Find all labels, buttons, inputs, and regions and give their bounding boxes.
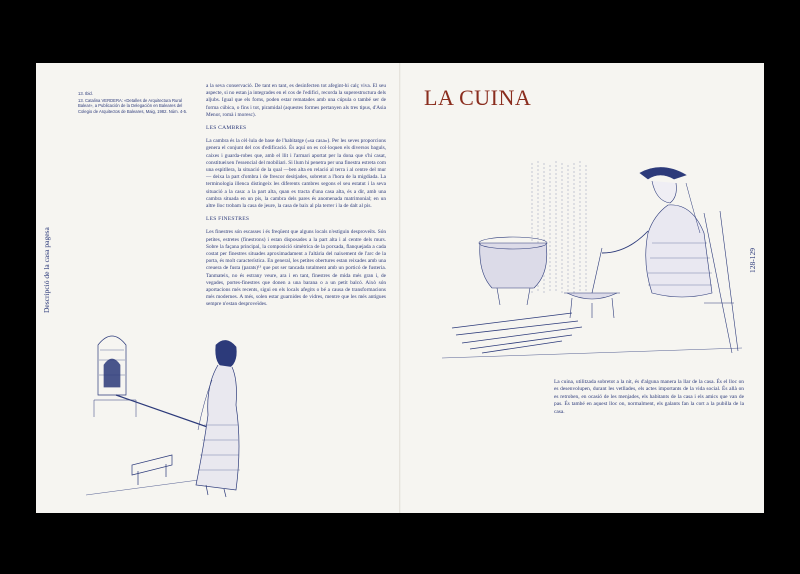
paragraph: a la seva conservació. De tant en tant, es desinfecten tot afegint-hi calç viva. El seu aspecte, si no estan ja integrades en el cos de l'edifici, recorda la superestructura dels aljubs. Igual que els forns, poden estar rematades amb una cúpula o també ser de forma cúbica, o fins i tot, piramidal (aquestes formes pertanyen als tres tipus, d'Asia Menor, romà i moresc). [206, 83, 386, 118]
illustration-caption: La cuina, utilitzada sobretot a la nit, és d'alguna manera la llar de la casa. És el lloc on es desenvolupen, durant les vetllades, els actes importants de la vida social. És allà on es retroben, en ocasió de les menjades, els habitants de la casa i els amics que van de pas. És també en aquest lloc on, normalment, els galants fan la cort a la pubilla de la casa. [554, 379, 744, 415]
kitchen-woman-illustration [442, 153, 742, 368]
paragraph: La cambra és la cèl·lula de base de l'habitatge («sa casa»). Per les seves proporcions genera el conjunt del cos d'edificació. És aquí on es col·loquen els diversos baguls, caixes i guarda-robes que, amb el llit i l'armari aportat per la dona que s'hi casat, constitueixen l'essencial del mobiliari. Si llum hi penetra per una finestra estreta com una espitllera, la situació de la qual —ben alta en relació al terra i al centre del mur— deixa la part d'ombra i de frescor desitjades, sobretot a l'hora de la migdiada. La terminologia illenca distingeix les diferents cambres segons el seu estatut i la seva situació a la casa: a la part alta, quan es tracta d'una casa alta, és a dir, amb una cambra situada en un pis, la cambra dels pares és anomenada matrimonial; en un altre lloc trobam la casa de jeure, la casa de baix al pla terrer i la de dalt al pis. [206, 138, 386, 210]
right-page [400, 63, 764, 513]
footnote: 13. Ibid. [78, 91, 93, 96]
section-heading-finestres: LES FINESTRES [206, 216, 250, 223]
left-body-text [206, 83, 386, 313]
footnote: 13. Catalina VERDERA: «Detalles de Arquitectura Rural Balear», a Publicación de la Delegación en Baleares del Colegio de Arquitectos de Baleares, Maig, 1982. Núm. 4-5. [78, 97, 188, 114]
book-spread [36, 63, 764, 513]
chapter-title: LA CUINA [424, 85, 532, 110]
paragraph: Les finestres són escasses i és freqüent que alguns locals n'estiguin desproveïts. Són petites, estretes (finestrons) i estan disposades a la part alta i al centre dels murs. Sobre la façana principal, la composició simètrica de la porxada, flanquejada a cada costat per finestres situades aproximadament a l'altària del naixement de l'arc de la porta, és molt característica. En general, les petites obertures estan reixades amb una creuera de fusta (parats)¹³ que pot ser tancada totalment amb un porticó de fusteria. Tanmateix, no és estrany veure, ara i en tant, finestres de mida més gran i, de vegades, portes-finestres que donen a una barana o a un petit balcó. Això són aportacions més recents, sigui en els locals afegits o bé a causa de transformacions més modernes. A més, solen estar guarnides de vidres, mentre que les més antigues sempre n'estan desproveïdes. [206, 229, 386, 308]
section-heading-cambres: LES CAMBRES [206, 125, 247, 132]
page-number: 128-129 [748, 248, 757, 273]
oven-woman-illustration [86, 325, 246, 500]
left-page [36, 63, 400, 513]
footnotes [78, 91, 188, 115]
running-title: Descripció de la casa pagesa [42, 227, 51, 313]
